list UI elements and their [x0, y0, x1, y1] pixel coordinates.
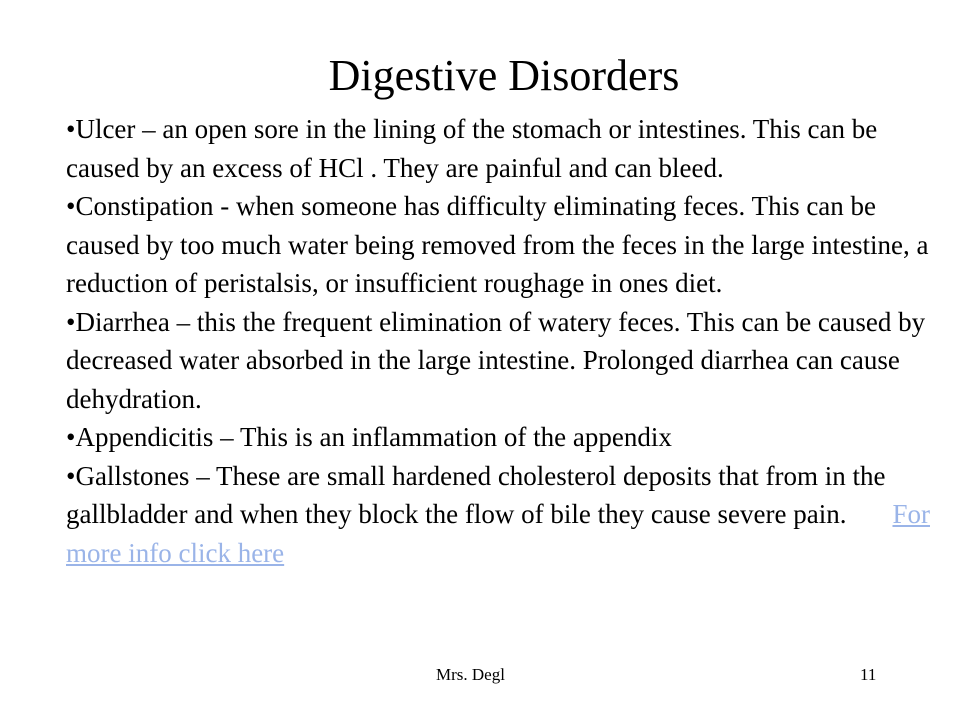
more-info-link[interactable]: For more info click here [66, 499, 930, 568]
footer-author: Mrs. Degl [436, 665, 505, 684]
bullet-gallstones-text: •Gallstones – These are small hardened cholesterol deposits that from in the gallbladder and when they block the flow of bile they cause severe pain. [66, 460, 886, 529]
bullet-gallstones [66, 457, 936, 573]
page-number: 11 [860, 665, 877, 684]
slide-title: Digestive Disorders [328, 51, 680, 100]
bullet-ulcer: •Ulcer – an open sore in the lining of the stomach or intestines. This can be caused by an excess of HCl . They are painful and can bleed. [66, 114, 878, 183]
bullet-appendicitis: •Appendicitis – This is an inflammation of the appendix [66, 422, 672, 452]
slide-body [66, 110, 936, 572]
bullet-diarrhea: •Diarrhea – this the frequent elimination of watery feces. This can be caused by decreased water absorbed in the large intestine. Prolonged diarrhea can cause dehydration. [66, 306, 926, 414]
bullet-constipation: •Constipation - when someone has difficulty eliminating feces. This can be caused by too much water being removed from the feces in the large intestine, a reduction of peristalsis, or insufficient roughage in ones diet. [66, 191, 929, 298]
